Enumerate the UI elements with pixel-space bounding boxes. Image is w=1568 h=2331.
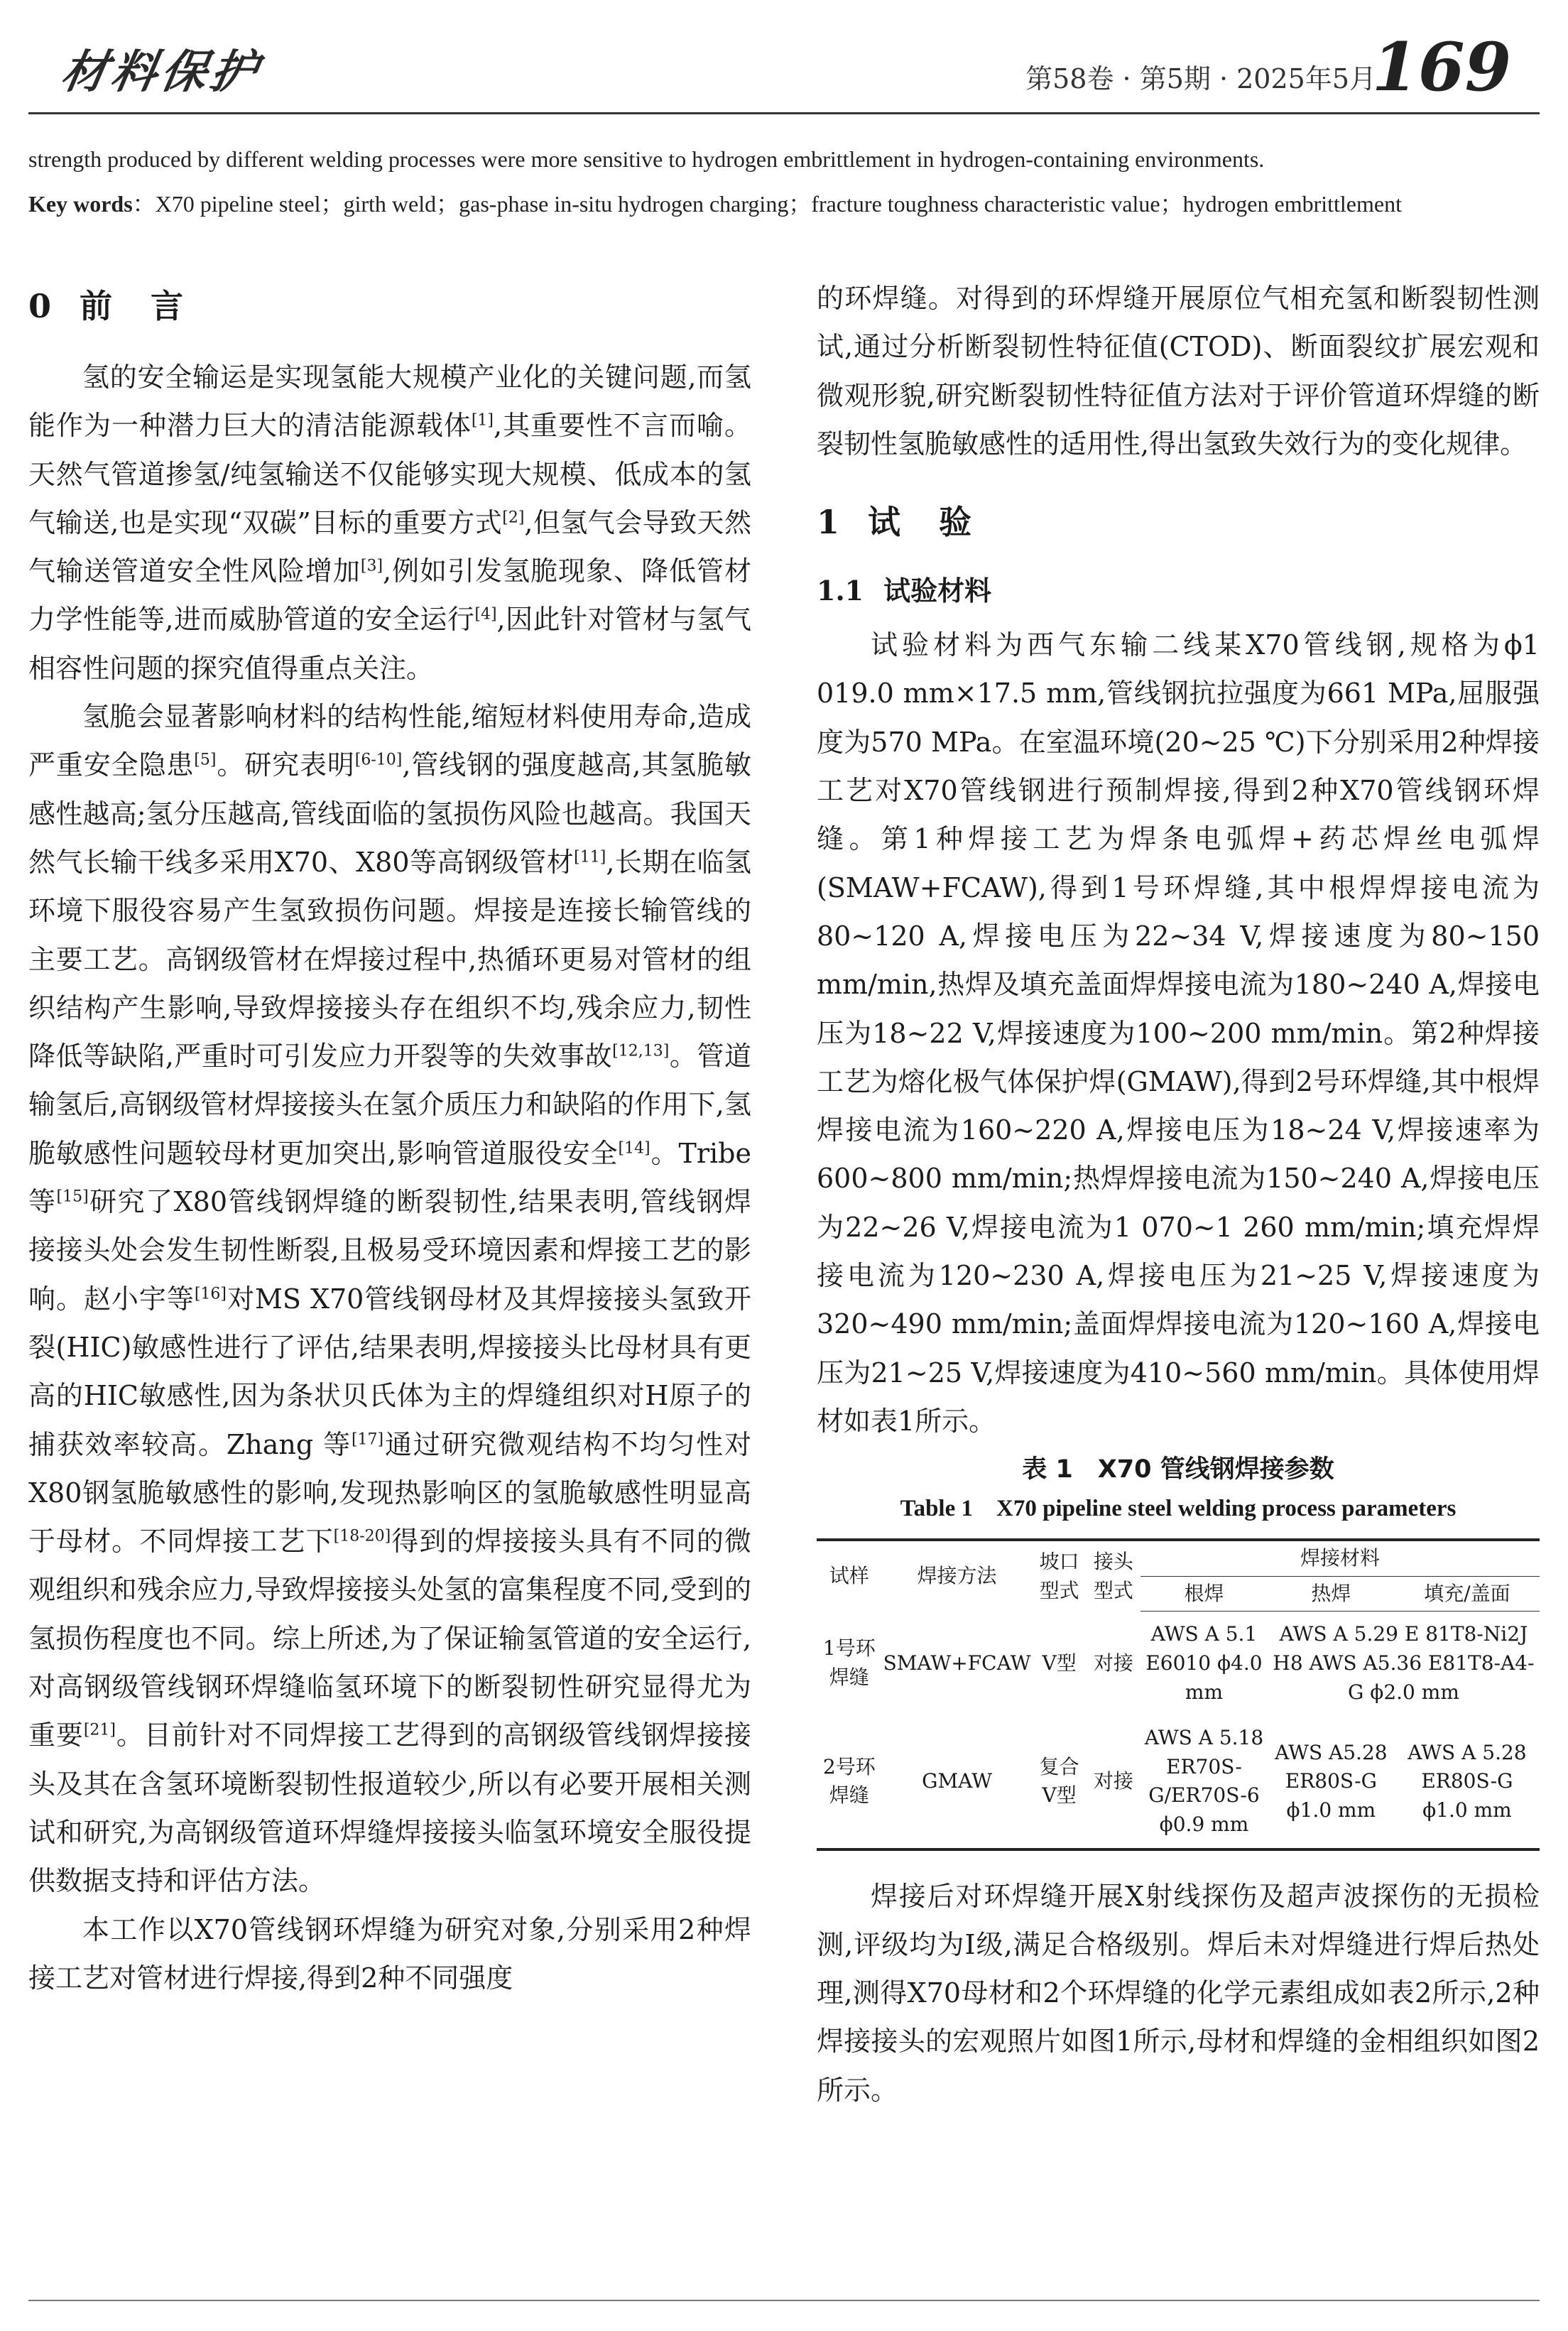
table1-header-groove: 坡口型式 <box>1039 1549 1079 1602</box>
paragraph-intro-3: 本工作以X70管线钢环焊缝为研究对象,分别采用2种焊接工艺对管材进行焊接,得到2种不同强度 <box>28 1913 751 1994</box>
table-cell: AWS A 5.18 ER70S-G/ER70S-6 ϕ0.9 mm <box>1144 1726 1264 1836</box>
keywords-text: ：X70 pipeline steel；girth weld；gas-phase in-situ hydrogen charging；fracture toughness characteristic value；hydrogen embrittlement <box>132 191 1402 217</box>
table-row <box>817 1715 1540 1849</box>
table-cell: 1号环焊缝 <box>822 1636 876 1690</box>
table1-header-hot: 热焊 <box>1268 1576 1395 1612</box>
table-cell: 复合V型 <box>1039 1754 1079 1808</box>
table1-header-fill: 填充/盖面 <box>1395 1576 1540 1612</box>
table1-header-materials: 焊接材料 <box>1300 1546 1381 1570</box>
issue-info: 第58卷 · 第5期 · 2025年5月 <box>1025 63 1376 94</box>
table1 <box>817 1538 1540 1850</box>
table-cell: GMAW <box>922 1769 992 1793</box>
table1-header-method: 焊接方法 <box>917 1564 997 1588</box>
table-cell: 对接 <box>1093 1651 1133 1675</box>
table-cell: 对接 <box>1093 1769 1133 1793</box>
header-rule <box>28 112 1540 114</box>
table-cell: V型 <box>1042 1651 1077 1675</box>
table-cell: SMAW+FCAW <box>883 1651 1031 1675</box>
table-cell: AWS A5.28 ER80S-G ϕ1.0 mm <box>1275 1740 1388 1822</box>
section-heading-1: 1 试 验 <box>817 503 975 542</box>
paragraph-intro-2: 氢脆会显著影响材料的结构性能,缩短材料使用寿命,造成严重安全隐患[5]。研究表明[6-10],管线钢的强度越高,其氢脆敏感性越高;氢分压越高,管线面临的氢损伤风险也越高。我国天然气长输干线多采用X70、X80等高钢级管材[11],长期在临氢环境下服役容易产生氢致损伤问题。焊接是连接长输管线的主要工艺。高钢级管材在焊接过程中,热循环更易对管材的组织结构产生影响,导致焊接接头存在组织不均,残余应力,韧性降低等缺陷,严重时可引发应力开裂等的失效事故[12,13]。管道输氢后,高钢级管材焊接接头在氢介质压力和缺陷的作用下,氢脆敏感性问题较母材更加突出,影响管道服役安全[14]。Tribe 等[15]研究了X80管线钢焊缝的断裂韧性,结果表明,管线钢焊接接头处会发生韧性断裂,且极易受环境因素和焊接工艺的影响。赵小宇等[16]对MS X70管线钢母材及其焊接接头氢致开裂(HIC)敏感性进行了评估,结果表明,焊接接头比母材具有更高的HIC敏感性,因为条状贝氏体为主的焊缝组织对H原子的捕获效率较高。Zhang 等[17]通过研究微观结构不均匀性对X80钢氢脆敏感性的影响,发现热影响区的氢脆敏感性明显高于母材。不同焊接工艺下[18-20]得到的焊接接头具有不同的微观组织和残余应力,导致焊接接头处氢的富集程度不同,受到的氢损伤程度也不同。综上所述,为了保证输氢管道的安全运行,对高钢级管线钢环焊缝临氢环境下的断裂韧性研究显得尤为重要[21]。目前针对不同焊接工艺得到的高钢级管线钢焊接接头及其在含氢环境断裂韧性报道较少,所以有必要开展相关测试和研究,为高钢级管道环焊缝焊接接头临氢环境安全服役提供数据支持和评估方法。 <box>28 701 751 1897</box>
table1-header-sample: 试样 <box>829 1564 869 1588</box>
table1-caption-en: Table 1 X70 pipeline steel welding process parameters <box>900 1496 1457 1522</box>
section-heading-0: 0 前 言 <box>28 287 187 325</box>
table1-header-root: 根焊 <box>1140 1576 1268 1612</box>
paragraph-intro-3-continued: 的环焊缝。对得到的环焊缝开展原位气相充氢和断裂韧性测试,通过分析断裂韧性特征值(CTOD)、断面裂纹扩展宏观和微观形貌,研究断裂韧性特征值方法对于评价管道环焊缝的断裂韧性氢脆敏感性的适用性,得出氢致失效行为的变化规律。 <box>817 283 1540 460</box>
table1-caption-cn: 表 1 X70 管线钢焊接参数 <box>1022 1455 1334 1484</box>
table-cell: AWS A 5.1 E6010 ϕ4.0 mm <box>1145 1622 1263 1704</box>
page-number: 169 <box>1371 28 1511 107</box>
table-cell: AWS A 5.28 ER80S-G ϕ1.0 mm <box>1408 1740 1527 1822</box>
paragraph-intro-1: 氢的安全输运是实现氢能大规模产业化的关键问题,而氢能作为一种潜力巨大的清洁能源载体[1],其重要性不言而喻。天然气管道掺氢/纯氢输送不仅能够实现大规模、低成本的氢气输送,也是实现“双碳”目标的重要方式[2],但氢气会导致天然气输送管道安全性风险增加[3],例如引发氢脆现象、降低管材力学性能等,进而威胁管道的安全运行[4],因此针对管材与氢气相容性问题的探究值得重点关注。 <box>28 362 751 684</box>
table1-header-joint: 接头型式 <box>1093 1549 1133 1602</box>
table-row <box>817 1612 1540 1715</box>
right-column <box>817 274 1540 2114</box>
keywords-label: Key words <box>28 191 133 217</box>
table-cell: AWS A 5.29 E 81T8-Ni2J H8 AWS A5.36 E81T8-A4-G ϕ2.0 mm <box>1273 1622 1535 1704</box>
footer-rule <box>28 2300 1540 2301</box>
journal-logo: 材料保护 <box>57 45 266 99</box>
paragraph-materials: 试验材料为西气东输二线某X70管线钢,规格为ϕ1 019.0 mm×17.5 mm,管线钢抗拉强度为661 MPa,屈服强度为570 MPa。在室温环境(20~25 ℃)下分别采用2种焊接工艺对X70管线钢进行预制焊接,得到2种X70管线钢环焊缝。第1种焊接工艺为焊条电弧焊+药芯焊丝电弧焊(SMAW+FCAW),得到1号环焊缝,其中根焊焊接电流为80~120 A,焊接电压为22~34 V,焊接速度为80~150 mm/min,热焊及填充盖面焊焊接电流为180~240 A,焊接电压为18~22 V,焊接速度为100~200 mm/min。第2种焊接工艺为熔化极气体保护焊(GMAW),得到2号环焊缝,其中根焊焊接电流为160~220 A,焊接电压为18~24 V,焊接速率为600~800 mm/min;热焊焊接电流为150~240 A,焊接电压为22~26 V,焊接电流为1 070~1 260 mm/min;填充焊焊接电流为120~230 A,焊接电压为21~25 V,焊接速度为320~490 mm/min;盖面焊焊接电流为120~160 A,焊接电压为21~25 V,焊接速度为410~560 mm/min。具体使用焊材如表1所示。 <box>817 629 1540 1437</box>
keywords-line <box>28 186 1540 219</box>
subsection-heading-1-1: 1.1 试验材料 <box>817 575 992 607</box>
abstract-tail-line: strength produced by different welding processes were more sensitive to hydrogen embrittlement in hydrogen-containing environments. <box>28 146 1265 172</box>
table-cell: 2号环焊缝 <box>822 1754 876 1808</box>
left-column <box>28 252 751 2002</box>
paragraph-inspection: 焊接后对环焊缝开展X射线探伤及超声波探伤的无损检测,评级均为I级,满足合格级别。焊后未对焊缝进行焊后热处理,测得X70母材和2个环焊缝的化学元素组成如表2所示,2种焊接接头的宏观照片如图1所示,母材和焊缝的金相组织如图2所示。 <box>817 1880 1540 2106</box>
